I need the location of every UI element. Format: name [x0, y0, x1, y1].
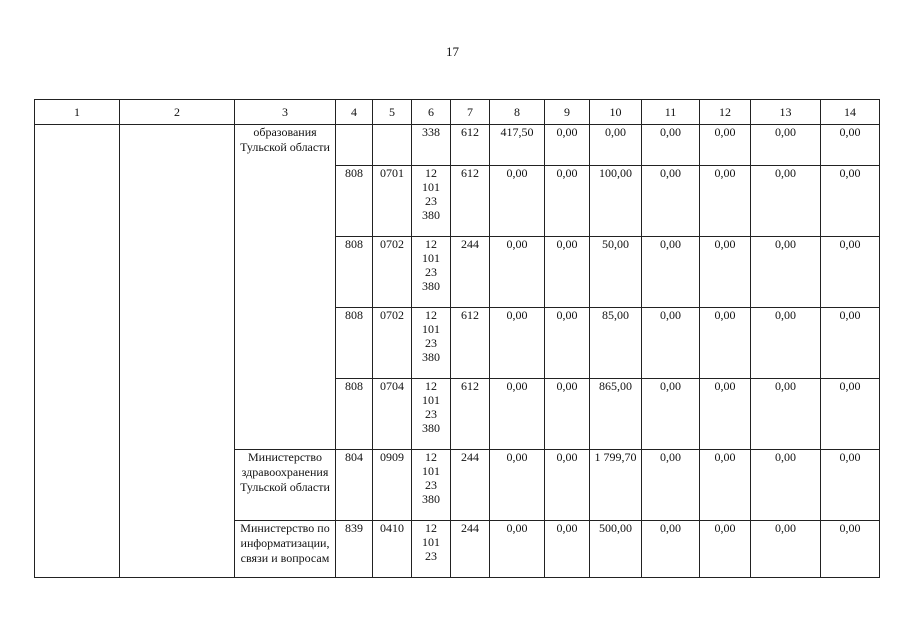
- column-header-3: 3: [235, 100, 336, 125]
- cell-c4: [336, 125, 373, 166]
- cell-c10: 1 799,70: [590, 450, 642, 521]
- cell-c13: 0,00: [751, 237, 821, 308]
- cell-c12: 0,00: [700, 450, 751, 521]
- cell-c13: 0,00: [751, 308, 821, 379]
- cell-c5: 0410: [373, 521, 412, 578]
- column-header-13: 13: [751, 100, 821, 125]
- cell-c8: 0,00: [490, 379, 545, 450]
- cell-c14: 0,00: [821, 308, 880, 379]
- cell-c12: 0,00: [700, 166, 751, 237]
- cell-c6: 338: [412, 125, 451, 166]
- col2-merged-cell: [120, 125, 235, 578]
- cell-c11: 0,00: [642, 166, 700, 237]
- cell-c11: 0,00: [642, 308, 700, 379]
- cell-c5: [373, 125, 412, 166]
- cell-c13: 0,00: [751, 379, 821, 450]
- cell-c12: 0,00: [700, 125, 751, 166]
- column-header-14: 14: [821, 100, 880, 125]
- org-name-cell: Министерство по информатизации, связи и вопросам: [235, 521, 336, 578]
- cell-c9: 0,00: [545, 450, 590, 521]
- column-header-12: 12: [700, 100, 751, 125]
- cell-c7: 612: [451, 308, 490, 379]
- cell-c11: 0,00: [642, 237, 700, 308]
- cell-c7: 244: [451, 450, 490, 521]
- cell-c5: 0702: [373, 237, 412, 308]
- cell-c4: 808: [336, 308, 373, 379]
- cell-c6: 12 101 23: [412, 521, 451, 578]
- cell-c11: 0,00: [642, 379, 700, 450]
- cell-c11: 0,00: [642, 125, 700, 166]
- cell-c6: 12 101 23 380: [412, 166, 451, 237]
- cell-c7: 244: [451, 521, 490, 578]
- cell-c8: 0,00: [490, 450, 545, 521]
- cell-c8: 417,50: [490, 125, 545, 166]
- column-header-2: 2: [120, 100, 235, 125]
- cell-c14: 0,00: [821, 521, 880, 578]
- cell-c12: 0,00: [700, 308, 751, 379]
- column-header-11: 11: [642, 100, 700, 125]
- cell-c10: 865,00: [590, 379, 642, 450]
- cell-c9: 0,00: [545, 237, 590, 308]
- cell-c14: 0,00: [821, 166, 880, 237]
- cell-c5: 0702: [373, 308, 412, 379]
- cell-c10: 500,00: [590, 521, 642, 578]
- col1-merged-cell: [35, 125, 120, 578]
- org-name-cell: образования Тульской области: [235, 125, 336, 450]
- cell-c4: 839: [336, 521, 373, 578]
- cell-c13: 0,00: [751, 521, 821, 578]
- cell-c8: 0,00: [490, 308, 545, 379]
- cell-c4: 808: [336, 379, 373, 450]
- cell-c4: 808: [336, 237, 373, 308]
- cell-c9: 0,00: [545, 166, 590, 237]
- cell-c6: 12 101 23 380: [412, 237, 451, 308]
- column-header-7: 7: [451, 100, 490, 125]
- column-header-8: 8: [490, 100, 545, 125]
- cell-c4: 804: [336, 450, 373, 521]
- cell-c12: 0,00: [700, 237, 751, 308]
- cell-c7: 612: [451, 166, 490, 237]
- cell-c10: 85,00: [590, 308, 642, 379]
- cell-c5: 0704: [373, 379, 412, 450]
- cell-c7: 612: [451, 379, 490, 450]
- cell-c10: 0,00: [590, 125, 642, 166]
- cell-c11: 0,00: [642, 450, 700, 521]
- cell-c13: 0,00: [751, 166, 821, 237]
- cell-c14: 0,00: [821, 125, 880, 166]
- cell-c7: 612: [451, 125, 490, 166]
- column-header-10: 10: [590, 100, 642, 125]
- cell-c12: 0,00: [700, 379, 751, 450]
- cell-c12: 0,00: [700, 521, 751, 578]
- cell-c9: 0,00: [545, 521, 590, 578]
- cell-c10: 100,00: [590, 166, 642, 237]
- cell-c5: 0701: [373, 166, 412, 237]
- cell-c9: 0,00: [545, 125, 590, 166]
- cell-c7: 244: [451, 237, 490, 308]
- header-row: [35, 100, 880, 125]
- cell-c14: 0,00: [821, 237, 880, 308]
- column-header-1: 1: [35, 100, 120, 125]
- budget-table: [34, 99, 880, 578]
- column-header-6: 6: [412, 100, 451, 125]
- org-name-cell: Министерство здравоохранения Тульской области: [235, 450, 336, 521]
- table-row: [35, 125, 880, 166]
- cell-c8: 0,00: [490, 166, 545, 237]
- cell-c13: 0,00: [751, 450, 821, 521]
- cell-c14: 0,00: [821, 450, 880, 521]
- cell-c13: 0,00: [751, 125, 821, 166]
- cell-c10: 50,00: [590, 237, 642, 308]
- cell-c4: 808: [336, 166, 373, 237]
- cell-c9: 0,00: [545, 308, 590, 379]
- column-header-5: 5: [373, 100, 412, 125]
- cell-c8: 0,00: [490, 521, 545, 578]
- cell-c6: 12 101 23 380: [412, 379, 451, 450]
- cell-c6: 12 101 23 380: [412, 308, 451, 379]
- cell-c9: 0,00: [545, 379, 590, 450]
- cell-c14: 0,00: [821, 379, 880, 450]
- cell-c5: 0909: [373, 450, 412, 521]
- cell-c8: 0,00: [490, 237, 545, 308]
- page-number: 17: [446, 44, 459, 59]
- column-header-4: 4: [336, 100, 373, 125]
- column-header-9: 9: [545, 100, 590, 125]
- cell-c6: 12 101 23 380: [412, 450, 451, 521]
- cell-c11: 0,00: [642, 521, 700, 578]
